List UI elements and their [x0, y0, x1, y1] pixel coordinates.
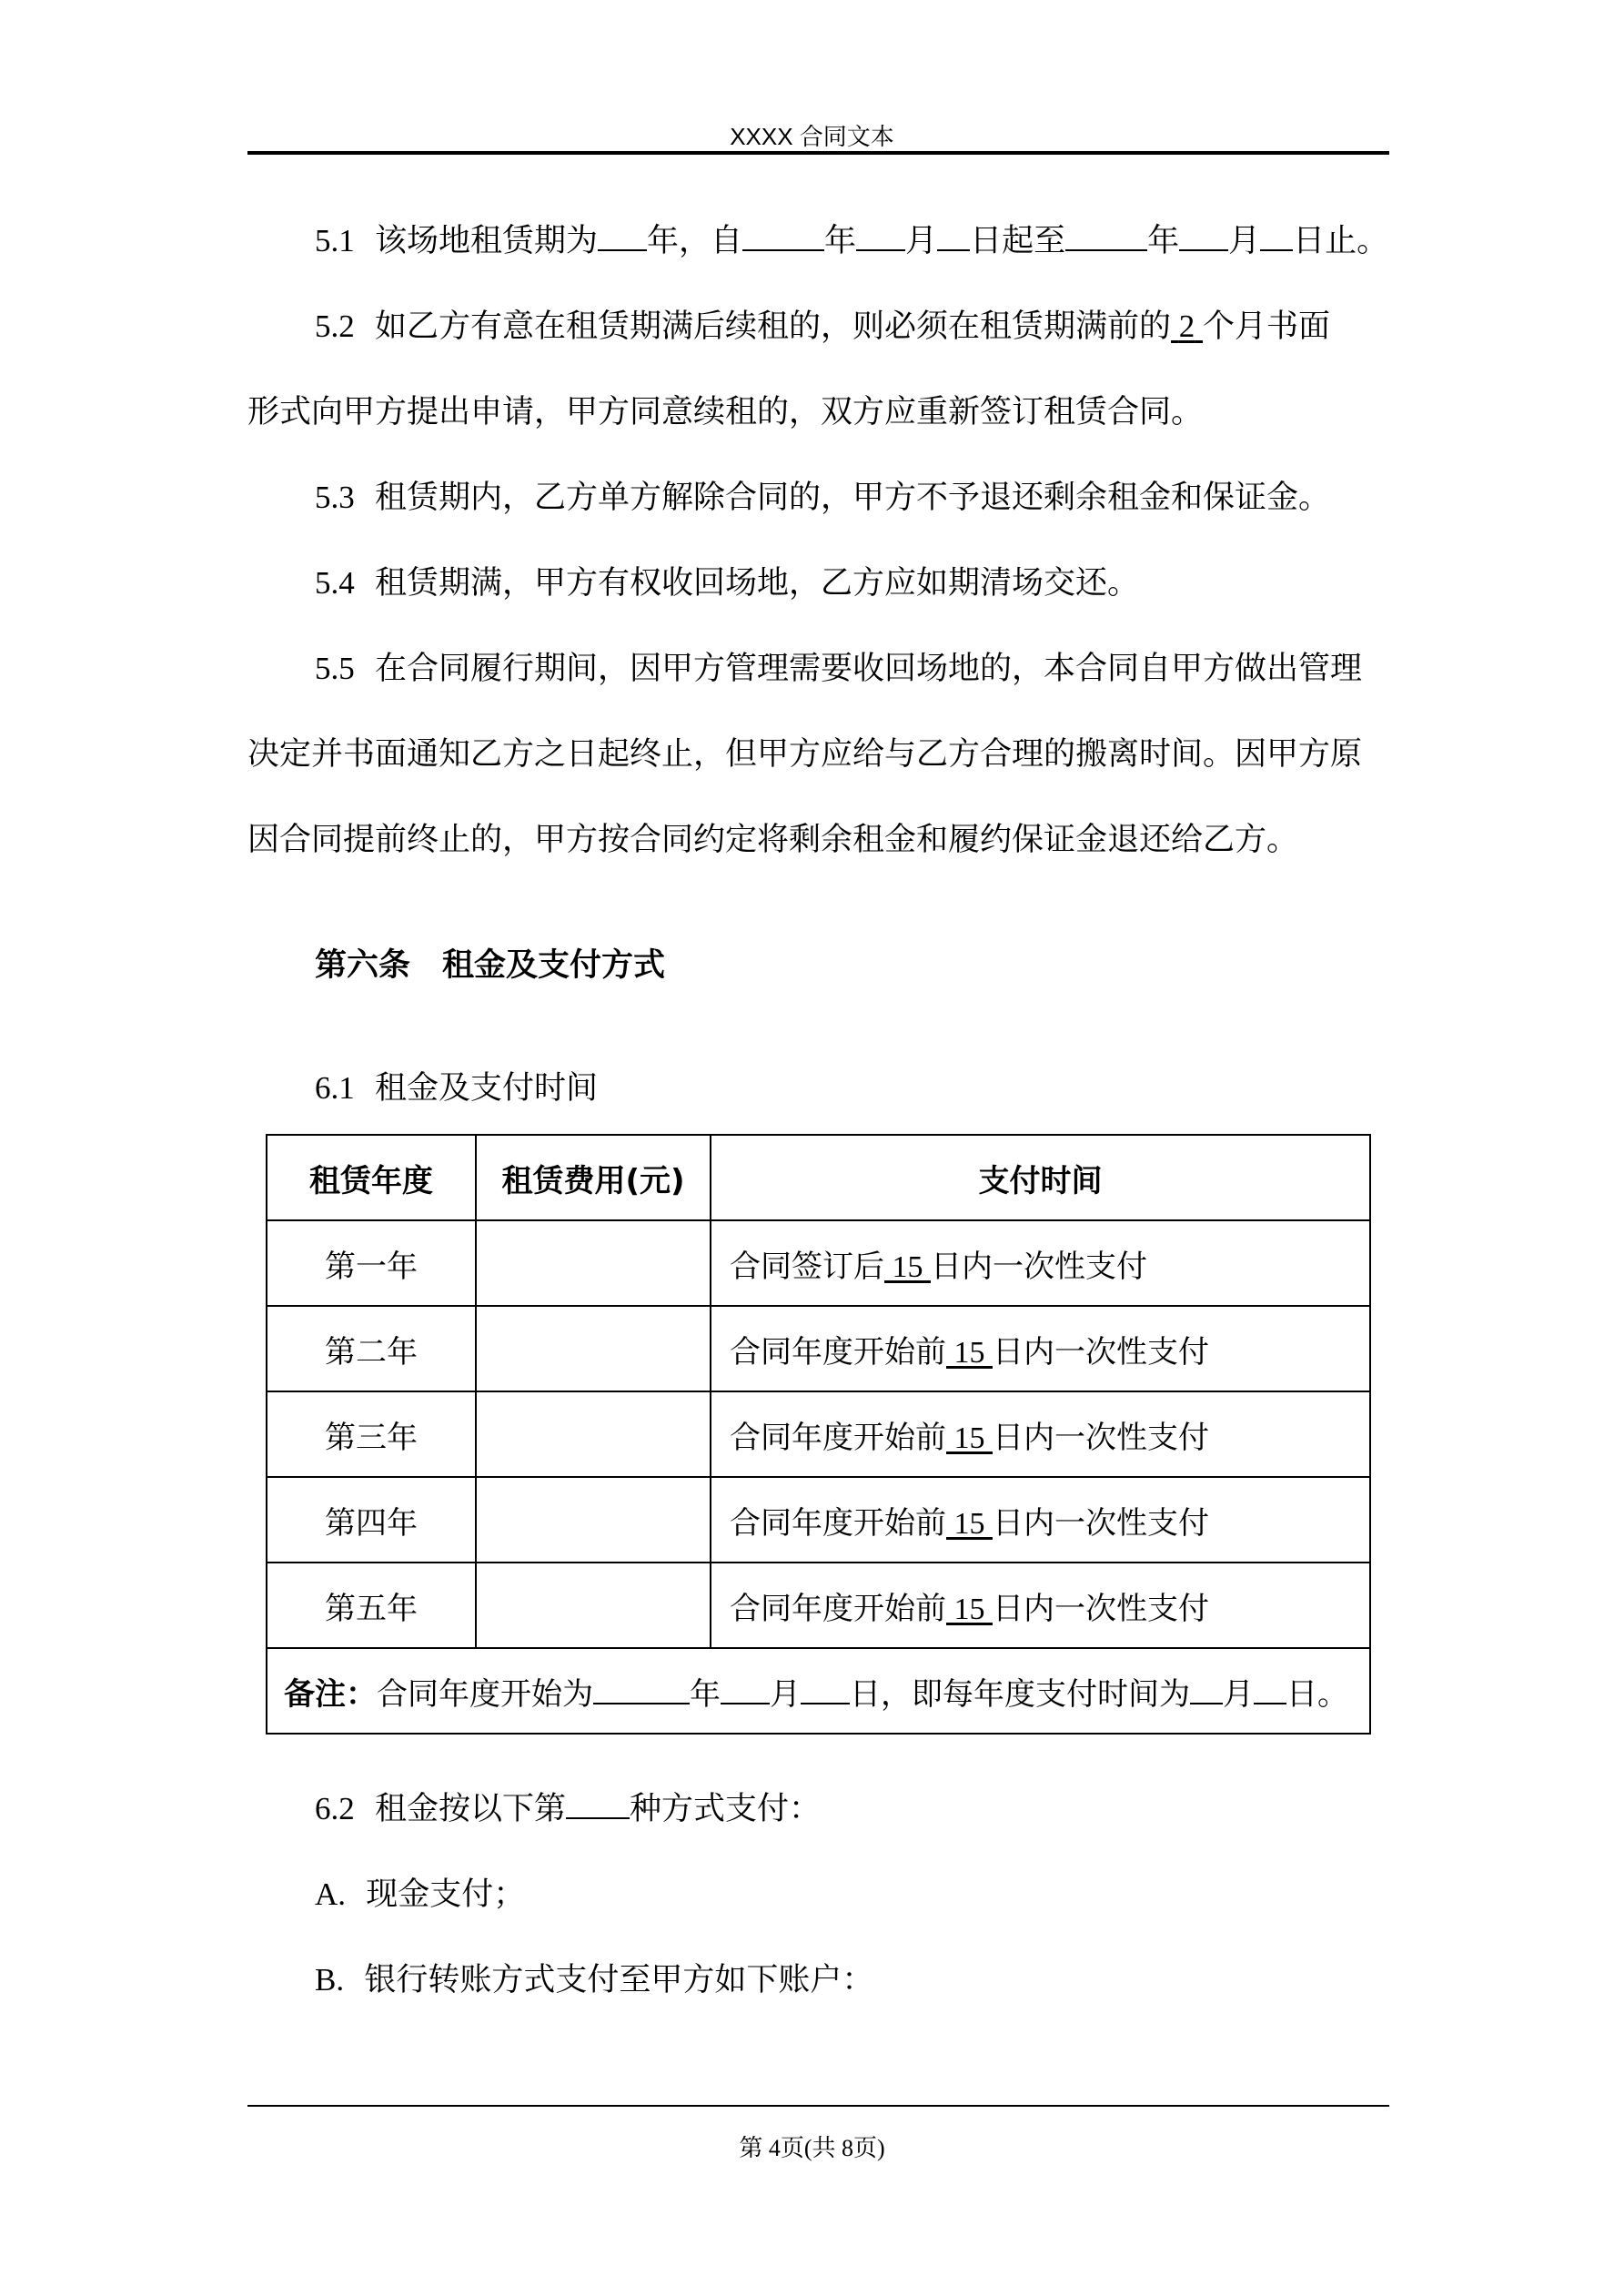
table-header-row	[267, 1135, 1370, 1220]
section-6-1	[315, 1068, 1458, 1108]
text: 日，即每年度支付时间为	[850, 1675, 1190, 1713]
section-6-2	[315, 1789, 1458, 1829]
text: 该场地租赁期为	[375, 223, 599, 259]
option-a	[315, 1875, 1458, 1915]
clause-5-3	[315, 478, 1458, 518]
option-b	[315, 1960, 1458, 2000]
clause-number: 5.4	[315, 565, 355, 601]
days-value	[946, 1507, 993, 1541]
text: 合同年度开始前	[730, 1333, 946, 1371]
text: 日内一次性支付	[931, 1248, 1147, 1285]
year-cell: 第一年	[267, 1220, 476, 1306]
text: 合同年度开始前	[730, 1590, 946, 1627]
col-header: 租赁费用(元)	[476, 1135, 711, 1220]
page-header: XXXX 合同文本	[730, 123, 894, 150]
clause-number: 5.5	[315, 651, 355, 686]
days: 15	[953, 1335, 985, 1370]
text: 合同年度开始前	[730, 1419, 946, 1456]
fee-cell[interactable]	[476, 1391, 711, 1477]
text: 租赁期满，甲方有权收回场地，乙方应如期清场交还。	[375, 565, 1140, 602]
footer-rule	[247, 2105, 1389, 2107]
blank[interactable]	[721, 1675, 770, 1704]
text: 合同签订后	[730, 1248, 884, 1285]
fee-cell[interactable]	[476, 1563, 711, 1648]
text: 租赁期内，乙方单方解除合同的，甲方不予退还剩余租金和保证金。	[375, 480, 1331, 516]
col-header: 租赁年度	[267, 1135, 476, 1220]
blank[interactable]	[593, 1675, 690, 1704]
text: 租金按以下第	[375, 1791, 567, 1827]
payment-time-cell	[711, 1220, 1370, 1306]
fee-cell[interactable]	[476, 1477, 711, 1563]
days-value	[946, 1421, 993, 1455]
text: 日内一次性支付	[993, 1590, 1209, 1627]
clause-number: 5.1	[315, 223, 355, 258]
table-row	[267, 1220, 1370, 1306]
year-cell: 第三年	[267, 1391, 476, 1477]
clause-5-1	[315, 221, 1458, 261]
text: 日内一次性支付	[993, 1504, 1209, 1542]
table-note-row	[267, 1648, 1370, 1734]
payment-time-cell	[711, 1563, 1370, 1648]
payment-time-cell	[711, 1477, 1370, 1563]
months: 2	[1178, 308, 1195, 344]
clause-number: 5.3	[315, 480, 355, 515]
note-label: 备注：	[284, 1675, 377, 1713]
days: 15	[953, 1592, 985, 1626]
text: 租金及支付时间	[375, 1070, 599, 1107]
fee-cell[interactable]	[476, 1306, 711, 1391]
days: 15	[892, 1249, 923, 1284]
blank[interactable]	[1179, 222, 1228, 251]
blank[interactable]	[937, 222, 970, 251]
clause-5-2	[315, 307, 1458, 347]
year-cell: 第二年	[267, 1306, 476, 1391]
blank[interactable]	[1260, 222, 1293, 251]
blank[interactable]	[1254, 1675, 1286, 1704]
text: 如乙方有意在租赁期满后续租的，则必须在租赁期满前的	[375, 308, 1172, 345]
blank[interactable]	[856, 222, 905, 251]
year-cell: 第五年	[267, 1563, 476, 1648]
header-rule	[247, 151, 1389, 155]
rent-payment-table	[266, 1134, 1371, 1735]
text: 年	[1147, 223, 1180, 259]
page-number: 第 4页(共 8页)	[739, 2135, 885, 2161]
text: 月	[770, 1675, 801, 1713]
blank[interactable]	[566, 1790, 630, 1819]
payment-time-cell	[711, 1391, 1370, 1477]
blank[interactable]	[1065, 222, 1147, 251]
clause-number: 6.1	[315, 1070, 355, 1106]
text: 月	[1228, 223, 1261, 259]
table-row	[267, 1563, 1370, 1648]
text: 日内一次性支付	[993, 1333, 1209, 1371]
blank[interactable]	[1190, 1675, 1223, 1704]
days-value	[946, 1593, 993, 1626]
days-value	[884, 1250, 931, 1284]
table-row	[267, 1477, 1370, 1563]
text: 在合同履行期间，因甲方管理需要收回场地的，本合同自甲方做出管理	[375, 651, 1363, 687]
text: 年	[690, 1675, 721, 1713]
text: 日起至	[970, 223, 1066, 259]
text: 银行转账方式支付至甲方如下账户：	[364, 1962, 874, 1998]
option-letter: A.	[315, 1876, 347, 1912]
days: 15	[953, 1421, 985, 1455]
blank[interactable]	[742, 222, 824, 251]
text: 月	[905, 223, 938, 259]
article-6-title: 第六条 租金及支付方式	[315, 947, 666, 984]
text: 年，自	[647, 223, 743, 259]
blank[interactable]	[801, 1675, 850, 1704]
clause-5-5	[315, 649, 1458, 689]
clause-5-2-cont: 形式向甲方提出申请，甲方同意续租的，双方应重新签订租赁合同。	[247, 394, 1204, 430]
text: 合同年度开始为	[377, 1675, 593, 1713]
table-row	[267, 1306, 1370, 1391]
text: 月	[1223, 1675, 1254, 1713]
payment-time-cell	[711, 1306, 1370, 1391]
days: 15	[953, 1506, 985, 1541]
table-row	[267, 1391, 1370, 1477]
clause-number: 6.2	[315, 1791, 355, 1826]
text: 日止。	[1293, 223, 1389, 259]
fee-cell[interactable]	[476, 1220, 711, 1306]
text: 现金支付；	[366, 1876, 526, 1913]
clause-5-4	[315, 563, 1458, 603]
months-value	[1171, 308, 1203, 344]
clause-5-5-cont: 因合同提前终止的，甲方按合同约定将剩余租金和履约保证金退还给乙方。	[247, 822, 1299, 858]
col-header: 支付时间	[711, 1135, 1370, 1220]
text: 日。	[1286, 1675, 1348, 1713]
text: 个月书面	[1203, 308, 1331, 345]
text: 日内一次性支付	[993, 1419, 1209, 1456]
text: 合同年度开始前	[730, 1504, 946, 1542]
text: 年	[824, 223, 857, 259]
blank[interactable]	[598, 222, 647, 251]
option-letter: B.	[315, 1962, 345, 1998]
text: 种方式支付：	[630, 1791, 822, 1827]
clause-number: 5.2	[315, 308, 355, 344]
clause-5-5-cont: 决定并书面通知乙方之日起终止，但甲方应给与乙方合理的搬离时间。因甲方原	[247, 736, 1363, 773]
year-cell: 第四年	[267, 1477, 476, 1563]
days-value	[946, 1336, 993, 1370]
